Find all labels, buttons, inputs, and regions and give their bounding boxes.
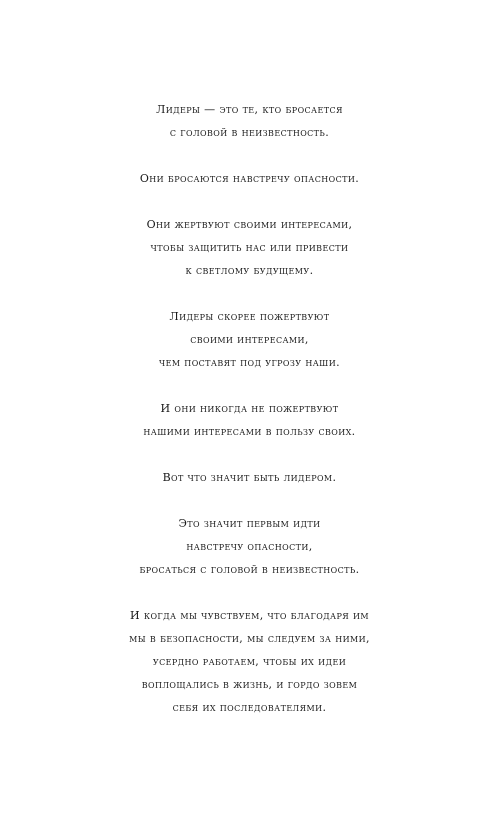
text-line: чем поставят под угрозу наши. — [159, 356, 340, 369]
text-line: И когда мы чувствуем, что благодаря им — [129, 609, 370, 622]
stanza — [0, 397, 499, 443]
stanza — [0, 167, 499, 190]
text-line: Лидеры — это те, кто бросается — [156, 103, 343, 116]
text-line: своими интересами, — [190, 333, 309, 346]
text-line: И они никогда не пожертвуют — [160, 402, 339, 415]
text-line: мы в безопасности, мы следуем за ними, — [129, 632, 370, 645]
stanza — [0, 466, 499, 489]
stanza — [0, 604, 499, 719]
text-line: воплощались в жизнь, и гордо зовем — [141, 678, 358, 691]
text-line: нашими интересами в пользу своих. — [143, 425, 356, 438]
stanza — [0, 98, 499, 144]
text-line: усердно работаем, чтобы их идеи — [152, 655, 347, 668]
verse-text — [0, 98, 499, 742]
text-line: Это значит первым идти — [178, 517, 321, 530]
text-line: бросаться с головой в неизвестность. — [139, 563, 360, 576]
text-line: Они жертвуют своими интересами, — [146, 218, 353, 231]
text-line: к светлому будущему. — [185, 264, 314, 277]
text-line: навстречу опасности, — [186, 540, 313, 553]
text-line: себя их последователями. — [172, 701, 327, 714]
text-line: Они бросаются навстречу опасности. — [139, 172, 360, 185]
text-line: Вот что значит быть лидером. — [162, 471, 337, 484]
text-line: Лидеры скорее пожертвуют — [169, 310, 330, 323]
stanza — [0, 213, 499, 282]
text-line: чтобы защитить нас или привести — [150, 241, 349, 254]
stanza — [0, 512, 499, 581]
stanza — [0, 305, 499, 374]
text-line: с головой в неизвестность. — [169, 126, 330, 139]
